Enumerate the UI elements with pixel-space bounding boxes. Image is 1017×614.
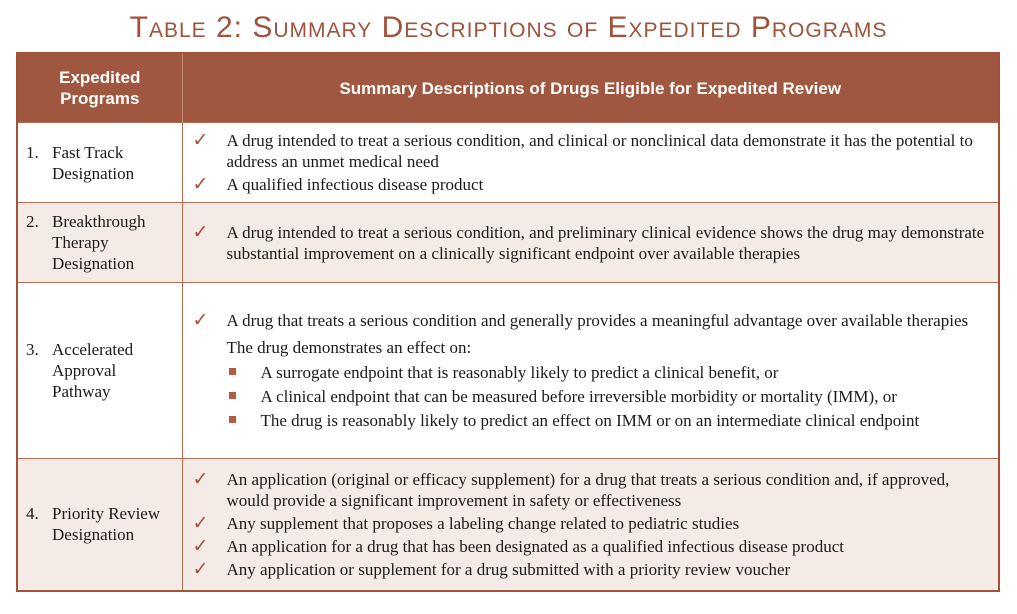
check-icon: ✓ — [192, 309, 209, 331]
table-row-breakthrough — [17, 203, 999, 283]
program-cell — [17, 283, 182, 459]
header-expedited-programs: Expedited Programs — [17, 53, 182, 123]
row-number: 1. — [26, 142, 39, 162]
check-icon: ✓ — [192, 558, 209, 580]
check-icon: ✓ — [192, 535, 209, 557]
check-icon: ✓ — [192, 130, 209, 151]
program-name: Priority Review Designation — [52, 504, 161, 545]
square-bullet-icon — [227, 362, 261, 383]
table-row-fast-track — [17, 123, 999, 203]
table-header-row — [17, 53, 999, 123]
program-name: Fast Track Designation — [52, 142, 135, 183]
program-name: Accelerated Approval Pathway — [52, 340, 134, 401]
check-icon: ✓ — [192, 468, 209, 490]
list-item: ✓ A drug intended to treat a serious condition, and preliminary clinical evidence shows the drug may demonstrate substantial improvement on a clinically significant endpoint over available therapies — [192, 221, 985, 263]
list-item: ✓ A drug intended to treat a serious condition, and clinical or nonclinical data demonstrate it has the potential to address an unmet medical need — [192, 130, 973, 171]
description-cell — [182, 283, 999, 459]
check-icon: ✓ — [192, 174, 209, 195]
row-number: 2. — [26, 212, 39, 231]
list-item: ✓ A drug that treats a serious condition and generally provides a meaningful advantage over available therapies — [192, 309, 969, 331]
row-number: 3. — [26, 340, 39, 359]
square-bullet-icon — [227, 386, 261, 407]
row-number: 4. — [26, 504, 39, 524]
description-cell — [182, 123, 999, 203]
list-item: ✓ Any application or supplement for a drug submitted with a priority review voucher — [192, 558, 791, 580]
sub-list-item: A clinical endpoint that can be measured before irreversible morbidity or mortality (IMM), or — [191, 386, 991, 407]
list-item: ✓ An application (original or efficacy supplement) for a drug that treats a serious condition and, if approved, would provide a significant improvement in safety or effectiveness — [192, 468, 950, 510]
sub-list-item: A surrogate endpoint that is reasonably likely to predict a clinical benefit, or — [191, 362, 991, 383]
program-name: Breakthrough Therapy Designation — [52, 212, 146, 273]
list-item: ✓ A qualified infectious disease product — [192, 174, 484, 195]
description-cell — [182, 459, 999, 591]
program-cell — [17, 459, 182, 591]
program-cell — [17, 123, 182, 203]
table-row-priority-review — [17, 459, 999, 591]
program-cell — [17, 203, 182, 283]
header-summary-descriptions: Summary Descriptions of Drugs Eligible for Expedited Review — [182, 53, 999, 123]
check-icon: ✓ — [192, 221, 209, 243]
list-item: ✓ An application for a drug that has been designated as a qualified infectious disease product — [192, 535, 844, 557]
sub-list-item: The drug is reasonably likely to predict an effect on IMM or on an intermediate clinical endpoint — [191, 410, 991, 431]
square-bullet-icon — [227, 410, 261, 431]
check-icon: ✓ — [192, 512, 209, 534]
table-title: Table 2: Summary Descriptions of Expedited Programs — [129, 11, 888, 44]
table-row-accelerated — [17, 283, 999, 459]
effect-lead-text: The drug demonstrates an effect on: — [226, 337, 472, 357]
list-item: ✓ Any supplement that proposes a labeling change related to pediatric studies — [192, 512, 740, 534]
description-cell — [182, 203, 999, 283]
expedited-programs-table — [16, 52, 1000, 592]
